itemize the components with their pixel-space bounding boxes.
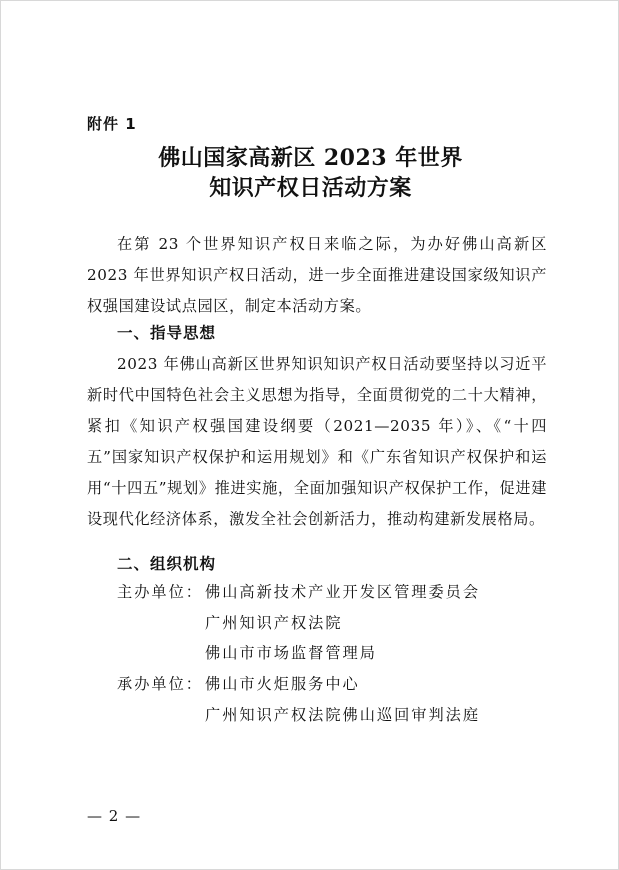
page-number: — 2 —	[87, 807, 142, 825]
co-organizer-label: 承办单位：	[117, 675, 203, 693]
section-heading-organization: 二、组织机构	[117, 555, 217, 573]
organizer-item: 广州知识产权法院	[205, 614, 343, 632]
organizer-item: 佛山市市场监督管理局	[205, 644, 377, 662]
attachment-label: 附件 1	[87, 115, 137, 133]
document-title-line-1: 佛山国家高新区 2023 年世界	[158, 145, 463, 171]
section-heading-guiding-ideology: 一、指导思想	[117, 324, 217, 342]
co-organizer-item: 佛山市火炬服务中心	[205, 675, 360, 693]
co-organizer-item: 广州知识产权法院佛山巡回审判法庭	[205, 706, 480, 724]
guiding-ideology-paragraph: 2023 年佛山高新区世界知识知识产权日活动要坚持以习近平新时代中国特色社会主义思想为指导，全面贯彻党的二十大精神，紧扣《知识产权强国建设纲要（2021—2035 年）》、《“十四五”国家知识产权保护和运用规划》和《广东省知识产权保护和运用“十四五”规划》推进实施，全面加强知识产权保护工作，促进建设现代化经济体系，激发全社会创新活力，推动构建新发展格局。	[87, 355, 547, 528]
document-title-line-2: 知识产权日活动方案	[209, 175, 412, 201]
organizer-label: 主办单位：	[117, 583, 203, 601]
organizer-item: 佛山高新技术产业开发区管理委员会	[205, 583, 480, 601]
intro-paragraph: 在第 23 个世界知识产权日来临之际，为办好佛山高新区 2023 年世界知识产权日活动，进一步全面推进建设国家级知识产权强国建设试点园区，制定本活动方案。	[87, 235, 547, 315]
